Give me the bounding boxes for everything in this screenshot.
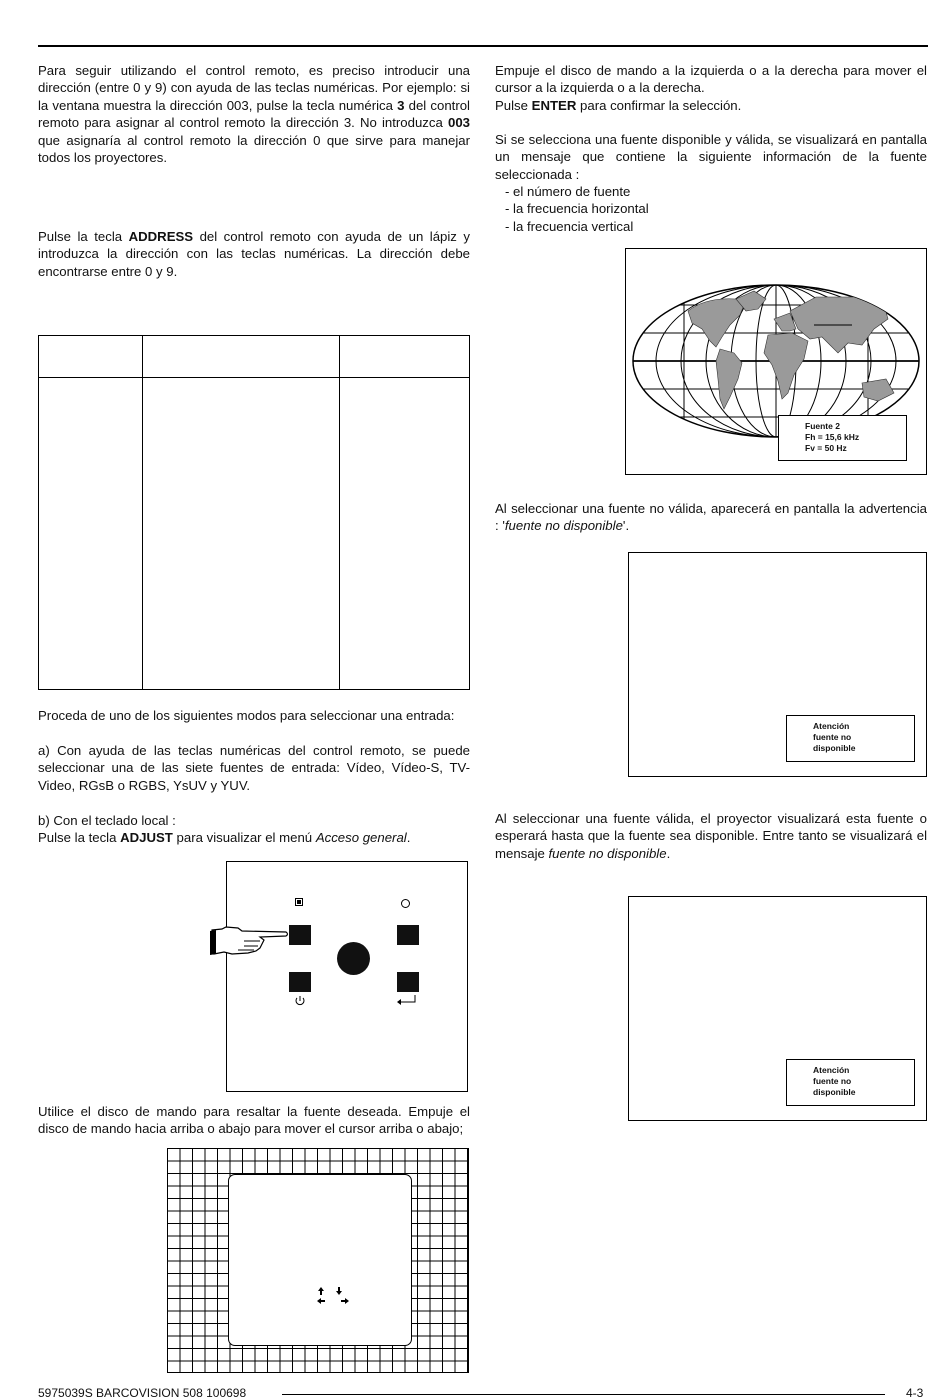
- standby-key[interactable]: [289, 972, 311, 992]
- warning-box: [786, 1059, 915, 1106]
- list-item: - la frecuencia horizontal: [505, 201, 649, 217]
- table-column-divider: [142, 336, 143, 689]
- horizontal-frequency: Fh = 15,6 kHz: [805, 432, 860, 442]
- paragraph-select-modes: Proceda de uno de los siguientes modos para seleccionar una entrada:: [38, 708, 455, 723]
- warning-line: fuente no: [813, 732, 852, 742]
- paragraph-valid-source: Si se selecciona una fuente disponible y válida, se visualizará en pantalla un mensaje que contiene la siguiente información de la fuente seleccionada :: [495, 132, 927, 182]
- table-header-rule: [39, 377, 469, 378]
- warning-line: Atención: [813, 721, 850, 731]
- paragraph-move-cursor: Empuje el disco de mando a la izquierda o a la derecha para mover el cursor a la izquierda o a la derecha. Pulse ENTER para confirmar la selección.: [495, 63, 927, 113]
- paragraph-invalid-source: Al seleccionar una fuente no válida, aparecerá en pantalla la advertencia : 'fuente no disponible'.: [495, 501, 927, 534]
- paragraph-option-b: b) Con el teclado local : Pulse la tecla ADJUST para visualizar el menú Acceso general.: [38, 813, 411, 846]
- paragraph-option-a: a) Con ayuda de las teclas numéricas del control remoto, se puede seleccionar una de las siete fuentes de entrada: Vídeo, Vídeo-S, TV-Video, RGsB o RGBS, YsUV y YUV.: [38, 743, 470, 793]
- pointing-hand-icon: [208, 924, 290, 958]
- local-keypad-figure: [226, 861, 468, 1092]
- footer-doc-id: 5975039S BARCOVISION 508 100698: [38, 1386, 247, 1400]
- warning-box: [786, 715, 915, 762]
- circle-icon: [401, 899, 410, 908]
- warning-screen-figure: [628, 552, 927, 777]
- power-icon: [293, 995, 307, 1007]
- menu-icon: [295, 898, 303, 906]
- warning-line: Atención: [813, 1065, 850, 1075]
- control-disk[interactable]: [337, 942, 370, 975]
- empty-table: [38, 335, 470, 690]
- source-info-box: [778, 415, 907, 461]
- adjust-key[interactable]: [289, 925, 311, 945]
- list-item: - la frecuencia vertical: [505, 218, 634, 234]
- key-top-right[interactable]: [397, 925, 419, 945]
- footer-rule: [282, 1394, 885, 1395]
- source-number: Fuente 2: [805, 421, 840, 431]
- vertical-frequency: Fv = 50 Hz: [805, 443, 847, 453]
- world-map-screen-figure: [625, 248, 927, 475]
- enter-icon: [396, 994, 418, 1006]
- enter-key[interactable]: [397, 972, 419, 992]
- paragraph-control-disk: Utilice el disco de mando para resaltar la fuente deseada. Empuje el disco de mando hacia arriba o abajo para mover el cursor arriba o abajo;: [38, 1104, 470, 1137]
- warning-line: disponible: [813, 743, 856, 753]
- page-number: 4-3: [906, 1386, 924, 1400]
- list-item: - el número de fuente: [505, 184, 631, 199]
- paragraph-address-intro: Para seguir utilizando el control remoto, es preciso introducir una dirección (entre 0 y 9) con ayuda de las teclas numéricas. Por ejemplo: si la ventana muestra la dirección 003, pulse la tecla numérica 3 del control remoto para asignar al control remoto la dirección 3. No introduzca 003 que asignaría al control remoto la dirección 0 que sirve para manejar todos los proyectores.: [38, 63, 470, 166]
- warning-screen-figure: [628, 896, 927, 1121]
- table-column-divider: [339, 336, 340, 689]
- warning-line: disponible: [813, 1087, 856, 1097]
- paragraph-address-key: Pulse la tecla ADDRESS del control remoto con ayuda de un lápiz y introduzca la dirección con las teclas numéricas. La dirección debe encontrarse entre 0 y 9.: [38, 229, 470, 279]
- header-rule: [38, 45, 928, 47]
- paragraph-valid-wait: Al seleccionar una fuente válida, el proyector visualizará esta fuente o esperará hasta que la fuente sea disponible. Entre tanto se visualizará el mensaje fuente no disponible.: [495, 811, 927, 861]
- grid-pattern-figure: [167, 1148, 469, 1373]
- cursor-arrows-icon: [315, 1285, 359, 1307]
- warning-line: fuente no: [813, 1076, 852, 1086]
- source-info-list: [505, 183, 925, 235]
- menu-window: [228, 1174, 412, 1346]
